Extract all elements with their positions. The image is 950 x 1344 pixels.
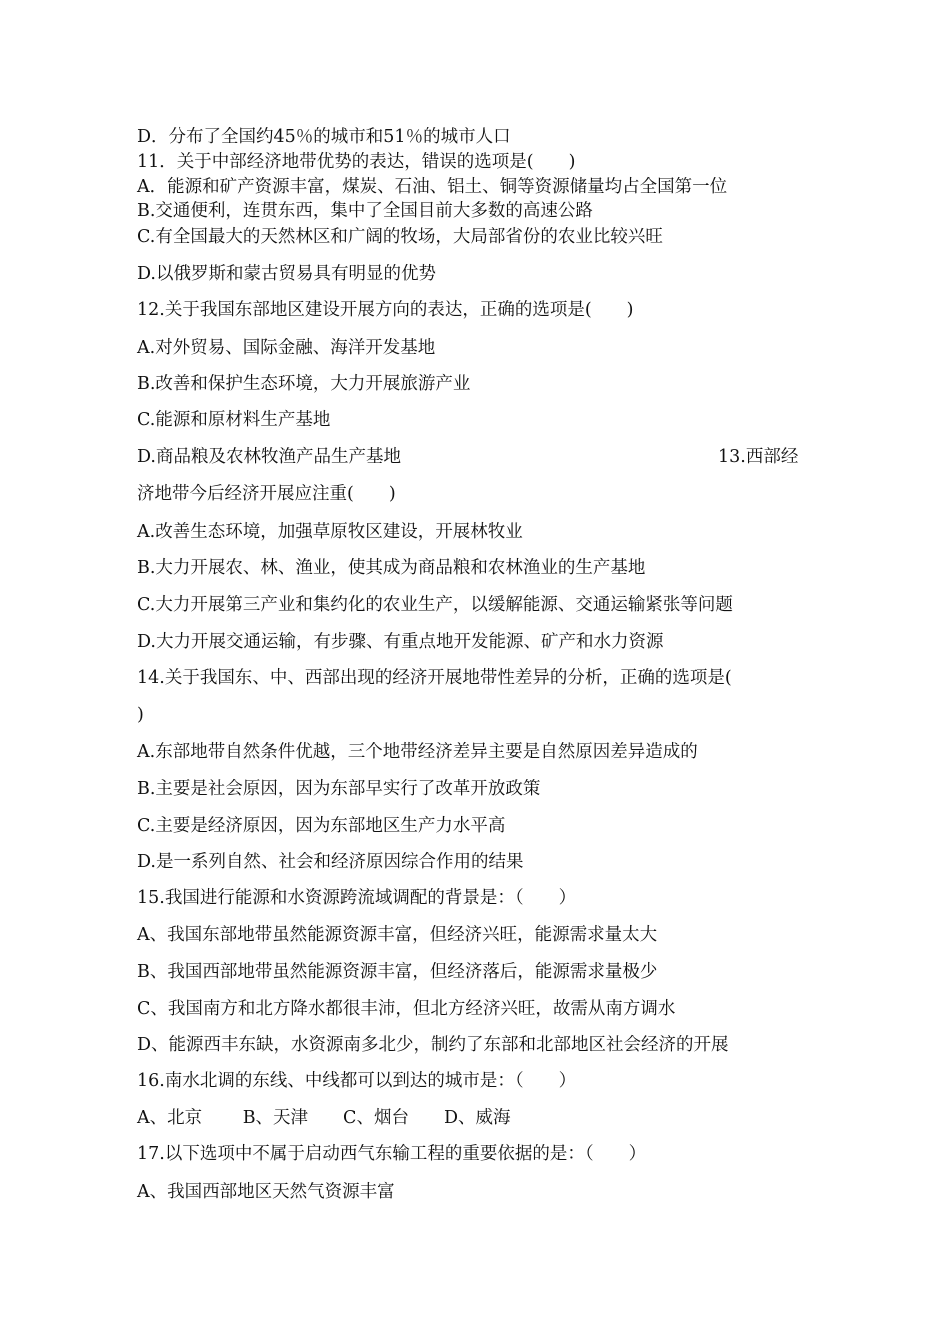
question-13-start: 13.西部经: [718, 447, 799, 467]
question-14-paren: ): [137, 705, 144, 725]
option-15-d: D、能源西丰东缺，水资源南多北少，制约了东部和北部地区社会经济的开展: [137, 1035, 729, 1055]
option-13-b: B.大力开展农、林、渔业，使其成为商品粮和农林渔业的生产基地: [137, 558, 646, 578]
question-14: 14.关于我国东、中、西部出现的经济开展地带性差异的分析，正确的选项是(: [137, 668, 732, 688]
options-16: A、北京 B、天津 C、烟台 D、威海: [137, 1108, 511, 1128]
question-11: 11．关于中部经济地带优势的表达，错误的选项是( ): [137, 152, 576, 172]
option-17-a: A、我国西部地区天然气资源丰富: [137, 1182, 395, 1202]
question-17: 17.以下选项中不属于启动西气东输工程的重要依据的是：（ ）: [137, 1144, 647, 1164]
option-15-b: B、我国西部地带虽然能源资源丰富，但经济落后，能源需求量极少: [137, 962, 658, 982]
option-12-a: A.对外贸易、国际金融、海洋开发基地: [137, 338, 436, 358]
option-10-d: D．分布了全国约45％的城市和51％的城市人口: [137, 127, 511, 147]
option-12-d: D.商品粮及农林牧渔产品生产基地: [137, 447, 401, 467]
option-11-d: D.以俄罗斯和蒙古贸易具有明显的优势: [137, 264, 436, 284]
option-11-a: A．能源和矿产资源丰富，煤炭、石油、铝土、铜等资源储量均占全国第一位: [137, 177, 728, 197]
option-11-c: C.有全国最大的天然林区和广阔的牧场，大局部省份的农业比较兴旺: [137, 227, 663, 247]
option-14-b: B.主要是社会原因，因为东部早实行了改革开放政策: [137, 779, 541, 799]
option-13-d: D.大力开展交通运输，有步骤、有重点地开发能源、矿产和水力资源: [137, 632, 664, 652]
question-13-continued: 济地带今后经济开展应注重( ): [137, 484, 396, 504]
option-12-c: C.能源和原材料生产基地: [137, 410, 331, 430]
question-16: 16.南水北调的东线、中线都可以到达的城市是：（ ）: [137, 1071, 577, 1091]
option-15-a: A、我国东部地带虽然能源资源丰富，但经济兴旺，能源需求量太大: [137, 925, 658, 945]
option-15-c: C、我国南方和北方降水都很丰沛，但北方经济兴旺，故需从南方调水: [137, 999, 676, 1019]
option-14-d: D.是一系列自然、社会和经济原因综合作用的结果: [137, 852, 524, 872]
option-13-a: A.改善生态环境，加强草原牧区建设，开展林牧业: [137, 522, 523, 542]
option-14-c: C.主要是经济原因，因为东部地区生产力水平高: [137, 816, 506, 836]
option-14-a: A.东部地带自然条件优越，三个地带经济差异主要是自然原因差异造成的: [137, 742, 698, 762]
question-15: 15.我国进行能源和水资源跨流域调配的背景是：（ ）: [137, 888, 577, 908]
option-13-c: C.大力开展第三产业和集约化的农业生产，以缓解能源、交通运输紧张等问题: [137, 595, 733, 615]
question-12: 12.关于我国东部地区建设开展方向的表达，正确的选项是( ): [137, 300, 634, 320]
option-12-b: B.改善和保护生态环境，大力开展旅游产业: [137, 374, 471, 394]
option-11-b: B.交通便利，连贯东西，集中了全国目前大多数的高速公路: [137, 201, 593, 221]
